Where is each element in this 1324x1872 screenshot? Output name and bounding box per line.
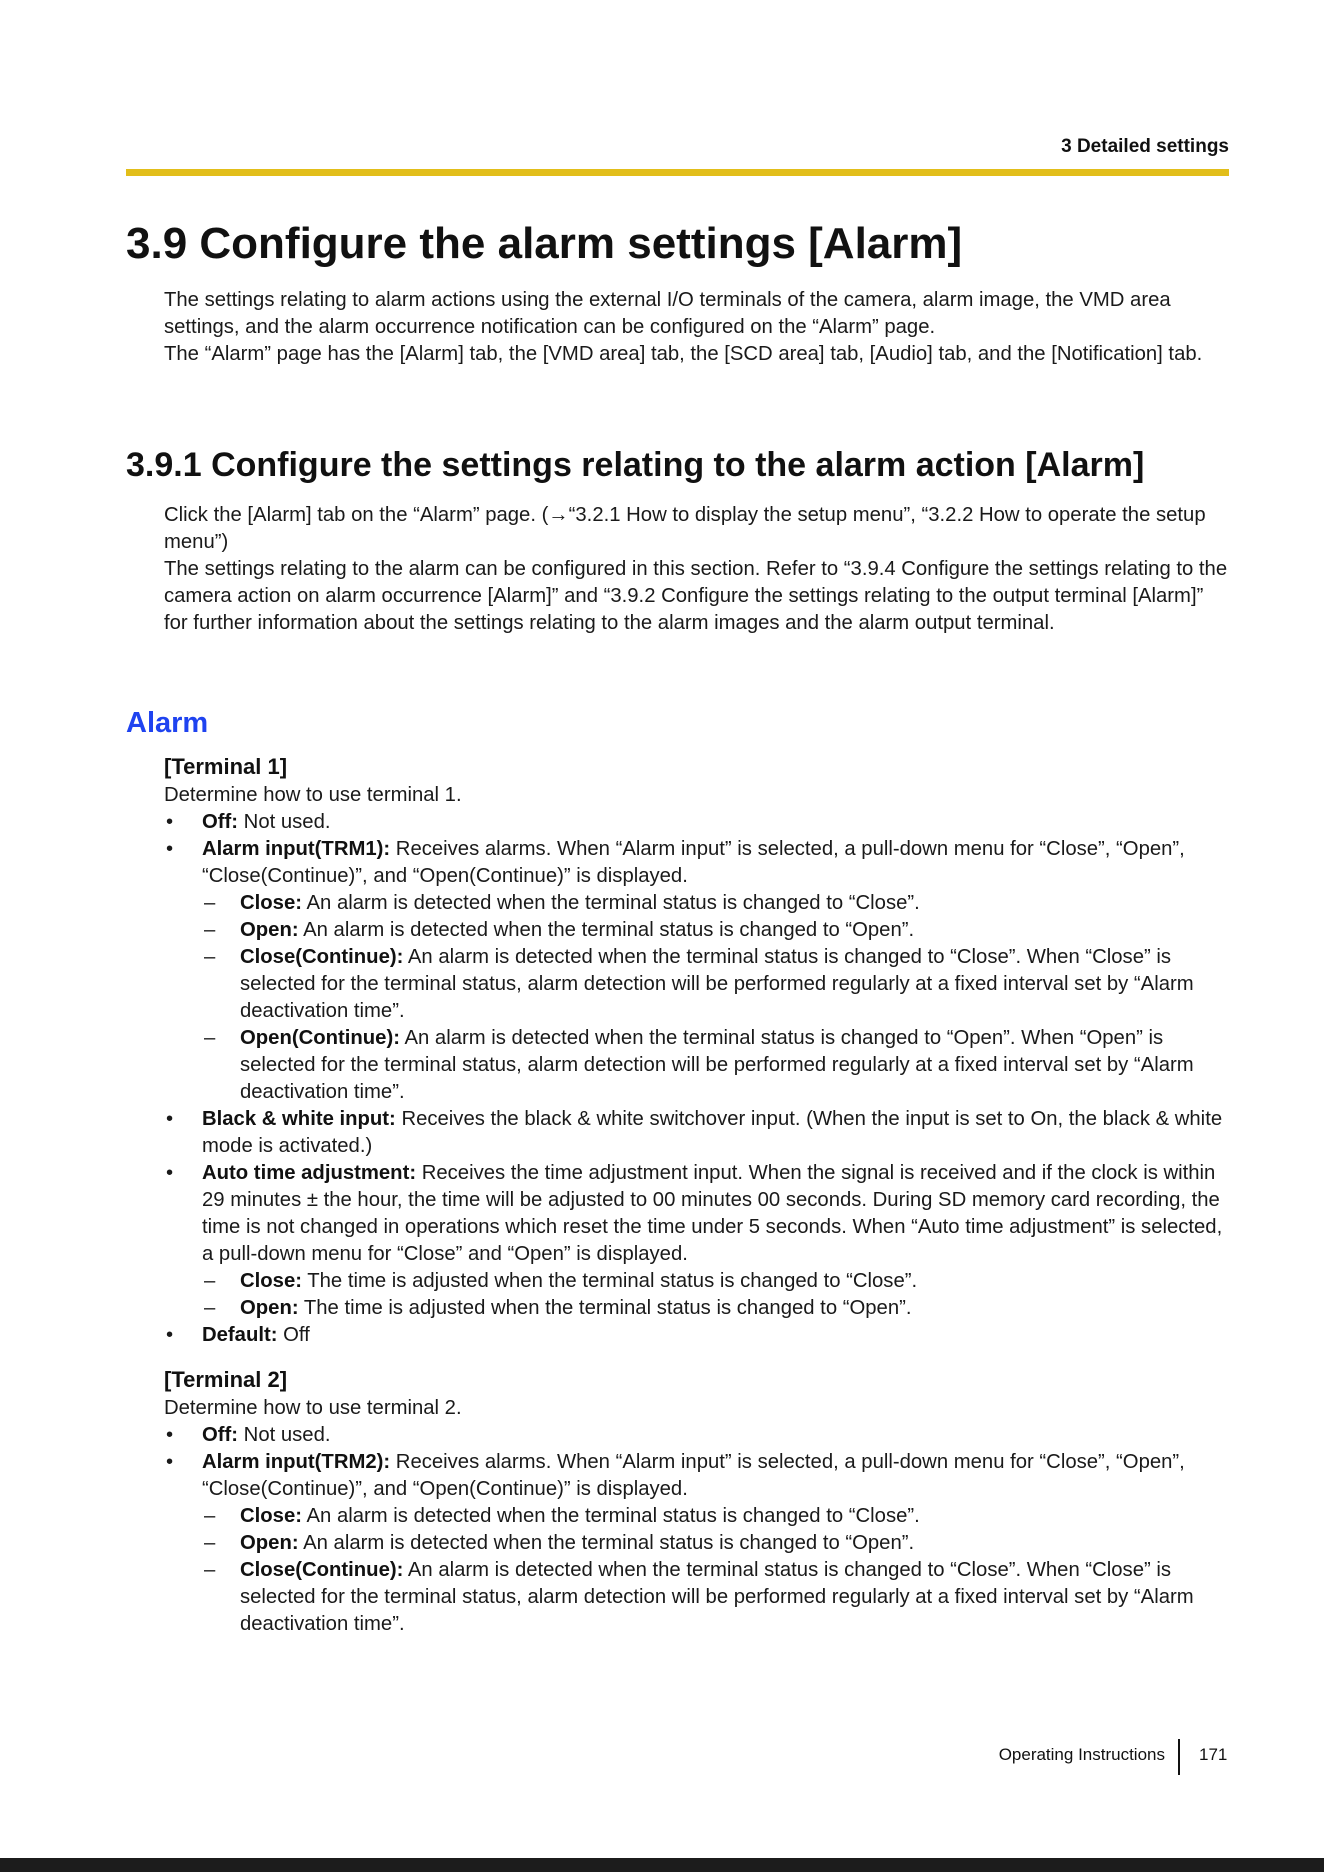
option-off [164, 809, 1230, 836]
option-alarm-input [164, 836, 1230, 1106]
option-off-text: Not used. [238, 1424, 331, 1446]
subsection-title: 3.9.1 Configure the settings relating to the alarm action [Alarm] [126, 446, 1145, 484]
option-off-label: Off: [202, 811, 239, 833]
bottom-edge-band [0, 1858, 1324, 1872]
section-intro [164, 287, 1230, 368]
terminal-2-desc: Determine how to use terminal 2. [164, 1397, 462, 1419]
suboption-close-continue [202, 944, 1230, 1025]
header-rule [126, 169, 1229, 176]
auto-suboption-open [202, 1295, 1230, 1322]
terminal-2-block [164, 1365, 1230, 1638]
suboption-open [202, 1530, 1230, 1557]
suboption-open-label: Open: [240, 919, 299, 941]
alarm-settings [164, 752, 1230, 1638]
auto-time-suboptions [202, 1268, 1230, 1322]
option-alarm-input-label: Alarm input(TRM1): [202, 838, 391, 860]
option-alarm-input-text: Receives alarms. When “Alarm input” is selected, a pull-down menu for “Close”, “Open”, “Close(Continue)”, and “Open(Continue)” is displayed. [202, 838, 1185, 887]
option-black-white-text: Receives the black & white switchover input. (When the input is set to On, the black & white mode is activated.) [202, 1108, 1223, 1157]
terminal-1-title: [Terminal 1] [164, 754, 288, 779]
suboption-open-label: Open: [240, 1532, 299, 1554]
option-black-white-label: Black & white input: [202, 1108, 396, 1130]
subsection-intro [164, 502, 1230, 637]
suboption-open-continue-text: An alarm is detected when the terminal status is changed to “Open”. When “Open” is selected for the terminal status, alarm detection will be performed regularly at a fixed interval set by “Alarm deactivation time”. [240, 1027, 1194, 1103]
suboption-close-continue-text: An alarm is detected when the terminal status is changed to “Close”. When “Close” is selected for the terminal status, alarm detection will be performed regularly at a fixed interval set by “Alarm deactivation time”. [240, 946, 1194, 1022]
alarm-input-suboptions [202, 1503, 1230, 1638]
option-off-label: Off: [202, 1424, 239, 1446]
block-spacer [164, 1349, 1230, 1365]
auto-suboption-open-label: Open: [240, 1297, 299, 1319]
option-black-white-input [164, 1106, 1230, 1160]
option-default-text: Off [277, 1324, 310, 1346]
suboption-open-continue-label: Open(Continue): [240, 1027, 400, 1049]
auto-suboption-close-label: Close: [240, 1270, 302, 1292]
auto-suboption-close-text: The time is adjusted when the terminal status is changed to “Close”. [301, 1270, 918, 1292]
option-auto-time-label: Auto time adjustment: [202, 1162, 417, 1184]
option-default-label: Default: [202, 1324, 278, 1346]
suboption-close-text: An alarm is detected when the terminal status is changed to “Close”. [301, 1505, 920, 1527]
section-title: 3.9 Configure the alarm settings [Alarm] [126, 219, 963, 268]
suboption-open-text: An alarm is detected when the terminal status is changed to “Open”. [298, 919, 915, 941]
option-default [164, 1322, 1230, 1349]
subsection-intro-paragraph-2: The settings relating to the alarm can be configured in this section. Refer to “3.9.4 Configure the settings relating to the camera action on alarm occurrence [Alarm]” and “3.9.2 Configure the settings relating to the output terminal [Alarm]” for further information about the settings relating to the alarm images and the alarm output terminal. [164, 558, 1228, 634]
option-alarm-input-label: Alarm input(TRM2): [202, 1451, 391, 1473]
terminal-1-options [164, 809, 1230, 1349]
suboption-close [202, 1503, 1230, 1530]
suboption-close-continue [202, 1557, 1230, 1638]
option-alarm-input-text: Receives alarms. When “Alarm input” is selected, a pull-down menu for “Close”, “Open”, “Close(Continue)”, and “Open(Continue)” is displayed. [202, 1451, 1185, 1500]
suboption-close-label: Close: [240, 892, 302, 914]
terminal-2-options [164, 1422, 1230, 1638]
suboption-close-continue-label: Close(Continue): [240, 1559, 404, 1581]
option-auto-time-adjustment [164, 1160, 1230, 1322]
option-alarm-input [164, 1449, 1230, 1638]
footer-separator [1178, 1739, 1180, 1775]
suboption-close [202, 890, 1230, 917]
auto-suboption-close [202, 1268, 1230, 1295]
terminal-1-block [164, 752, 1230, 1349]
terminal-1-desc: Determine how to use terminal 1. [164, 784, 462, 806]
footer-label: Operating Instructions [998, 1745, 1165, 1764]
section-intro-paragraph-1: The settings relating to alarm actions using the external I/O terminals of the camera, alarm image, the VMD area settings, and the alarm occurrence notification can be configured on the “Alarm” page. [164, 289, 1171, 338]
auto-suboption-open-text: The time is adjusted when the terminal status is changed to “Open”. [298, 1297, 912, 1319]
suboption-open-text: An alarm is detected when the terminal status is changed to “Open”. [298, 1532, 915, 1554]
page-number: 171 [1199, 1745, 1228, 1764]
suboption-close-label: Close: [240, 1505, 302, 1527]
suboption-close-continue-label: Close(Continue): [240, 946, 404, 968]
option-off [164, 1422, 1230, 1449]
suboption-open-continue [202, 1025, 1230, 1106]
suboption-close-text: An alarm is detected when the terminal status is changed to “Close”. [301, 892, 920, 914]
suboption-close-continue-text: An alarm is detected when the terminal status is changed to “Close”. When “Close” is selected for the terminal status, alarm detection will be performed regularly at a fixed interval set by “Alarm deactivation time”. [240, 1559, 1194, 1635]
alarm-input-suboptions [202, 890, 1230, 1106]
option-auto-time-text: Receives the time adjustment input. When the signal is received and if the clock is within 29 minutes ± the hour, the time will be adjusted to 00 minutes 00 seconds. During SD memory card recording, the time is not changed in operations which reset the time under 5 seconds. When “Auto time adjustment” is selected, a pull-down menu for “Close” and “Open” is displayed. [202, 1162, 1223, 1265]
option-off-text: Not used. [238, 811, 331, 833]
section-intro-paragraph-2: The “Alarm” page has the [Alarm] tab, the [VMD area] tab, the [SCD area] tab, [Audio] tab, and the [Notification] tab. [164, 343, 1203, 365]
subsection-intro-paragraph-1: Click the [Alarm] tab on the “Alarm” page. (→“3.2.1 How to display the setup menu”, “3.2.2 How to operate the setup menu”) [164, 504, 1206, 553]
suboption-open [202, 917, 1230, 944]
running-header: 3 Detailed settings [1061, 136, 1229, 157]
alarm-heading: Alarm [126, 707, 209, 739]
terminal-2-title: [Terminal 2] [164, 1367, 288, 1392]
